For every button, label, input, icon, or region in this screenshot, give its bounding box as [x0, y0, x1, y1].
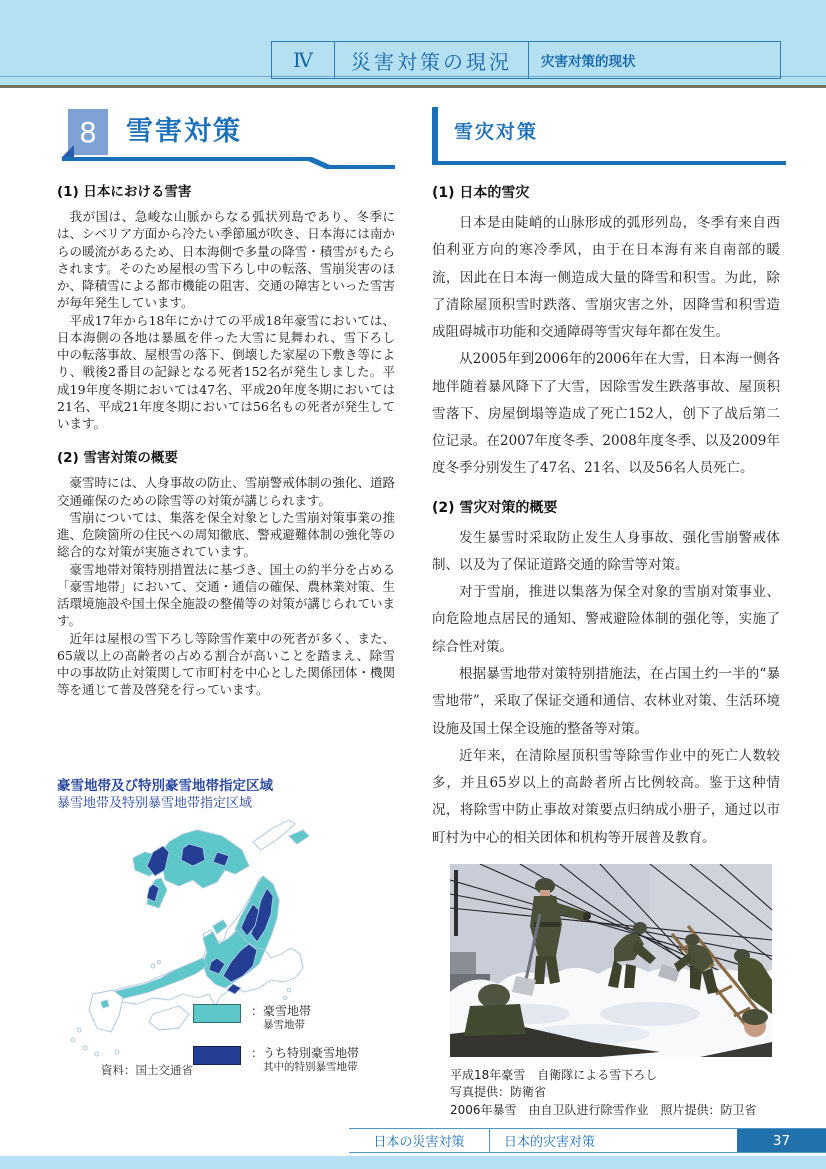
- zh-paragraph-1: 日本是由陡峭的山脉形成的弧形列岛，冬季有来自西伯利亚方向的寒冷季风，由于在日本海有来自南部的暖流，因此在日本海一侧造成大量的降雪和积雪。为此，除了清除屋顶积雪时跌落、雪崩灾害之外，因降雪和积雪造成阻碍城市功能和交通障碍等雪灾每年都在发生。: [432, 215, 780, 341]
- legend-row-special-heavy-snow: [193, 1046, 399, 1074]
- zh-paragraph-6: 近年来，在清除屋顶积雪等除雪作业中的死亡人数较多，并且65岁以上的高龄者所占比例较高。鉴于这种情况，将除雪中防止事故对策要点归纳成小册子，通过以市町村为中心的相关团体和机构等开展普及教育。: [432, 747, 780, 846]
- legend-label-ja: ：うち特別豪雪地帯: [251, 1046, 360, 1061]
- section-title-zh: 雪灾对策: [454, 121, 539, 143]
- jp-heading-1: (1) 日本における雪害: [57, 184, 192, 200]
- legend-swatch-special-heavy-snow: [193, 1046, 241, 1065]
- section-number-box: [68, 109, 108, 155]
- chapter-title-zh: 灾害对策的现状: [541, 54, 636, 70]
- jp-paragraph-1: 我が国は、急峻な山脈からなる弧状列島であり、冬季には、シベリア方面から冷たい季節風が吹き、日本海には南からの暖流があるため、日本海側で多量の降雪・積雪がもたらされます。そのため屋根の雪下ろし中の転落、雪崩災害のほか、降積雪による都市機能の阻害、交通の障害といった雪害が毎年発生しています。: [57, 209, 395, 311]
- footer-strip: [0, 1156, 826, 1169]
- section-title-ja: 雪害対策: [126, 116, 242, 147]
- legend-label-zh: 其中的特别暴雪地带: [263, 1061, 358, 1074]
- footer-bar: [349, 1128, 826, 1153]
- zh-paragraph-3: 发生暴雪时采取防止发生人身事故、强化雪崩警戒体制、以及为了保证道路交通的除雪等对策。: [432, 529, 780, 573]
- jp-paragraph-6: 近年は屋根の雪下ろし等除雪作業中の死者が多く、また、65歳以上の高齢者の占める割合が高いことを踏まえ、除雪中の事故防止対策関して市町村を中心とした関係団体・機関等を通じて普及啓発を行っています。: [57, 630, 395, 698]
- section-header-zh: [432, 107, 786, 165]
- photo-caption-ja: 平成18年豪雪 自衛隊による雪下ろし: [450, 1068, 658, 1082]
- photo-snow-removal: [450, 864, 772, 1057]
- legend-row-heavy-snow: [193, 1004, 399, 1032]
- zh-paragraph-4: 对于雪崩，推进以集落为保全对象的雪崩对策事业、向危险地点居民的通知、警戒避险体制的强化等，实施了综合性对策。: [432, 584, 780, 655]
- section-header-ja: [62, 107, 395, 171]
- olive-rule: [0, 85, 826, 88]
- zh-paragraph-5: 根据暴雪地带对策特别措施法，在占国土约一半的“暴雪地带”，采取了保证交通和通信、农林业对策、生活环境设施及国土保全设施的整备等对策。: [432, 665, 780, 737]
- map-title-ja: 豪雪地帯及び特別豪雪地帯指定区域: [57, 778, 273, 794]
- zh-heading-2: (2) 雪灾对策的概要: [432, 499, 558, 516]
- photo-block: [450, 864, 780, 1119]
- section-underline: [62, 153, 395, 171]
- chapter-number: Ⅳ: [272, 42, 335, 78]
- photo-caption-zh: 2006年暴雪 由自卫队进行除雪作业 照片提供：防卫省: [450, 1102, 757, 1117]
- map-source: 資料：国土交通省: [101, 1063, 193, 1077]
- chinese-column: [432, 174, 780, 852]
- jp-paragraph-4: 雪崩については、集落を保全対象とした雪崩対策事業の推進、危険箇所の住民への周知徹底、警戒避難体制の強化等の総合的な対策が実施されています。: [57, 509, 395, 560]
- zh-paragraph-2: 从2005年到2006年的2006年在大雪，日本海一侧各地伴随着暴风降下了大雪，因除雪发生跌落事故、屋顶积雪落下、房屋倒塌等造成了死亡152人，创下了战后第二位记录。在2007年度冬季、2008年度冬季、以及2009年度冬季分别发生了47名、21名、以及56名人员死亡。: [432, 351, 780, 477]
- snow-zone-map-block: [57, 778, 402, 1088]
- jp-paragraph-3: 豪雪時には、人身事故の防止、雪崩警戒体制の強化、道路交通確保のための除雪等の対策が講じられます。: [57, 475, 395, 508]
- japanese-column: [57, 172, 395, 699]
- photo-caption-credit-ja: 写真提供：防衛省: [450, 1085, 547, 1100]
- jp-heading-2: (2) 雪害対策の概要: [57, 450, 178, 467]
- zh-heading-1: (1) 日本的雪灾: [432, 185, 530, 201]
- legend-swatch-heavy-snow: [193, 1004, 241, 1023]
- map-title-zh: 暴雪地带及特别暴雪地带指定区域: [57, 795, 253, 811]
- footer-title-zh: 日本的灾害对策: [504, 1135, 596, 1150]
- footer-title-ja: 日本の災害対策: [373, 1135, 465, 1150]
- legend-label-ja: ：豪雪地帯: [251, 1004, 312, 1018]
- legend-label-zh: 暴雪地带: [263, 1019, 305, 1031]
- jp-paragraph-5: 豪雪地帯対策特別措置法に基づき、国土の約半分を占める「豪雪地帯」において、交通・通信の確保、農林業対策、生活環境施設や国土保全施設の整備等の対策が講じられています。: [57, 561, 395, 629]
- section-number: 8: [79, 115, 97, 149]
- chapter-title-ja: 災害対策の現況: [351, 49, 512, 74]
- page-number: 37: [737, 1129, 826, 1152]
- jp-paragraph-2: 平成17年から18年にかけての平成18年豪雪においては、日本海側の各地は暴風を伴った大雪に見舞われ、雪下ろし中の転落事故、屋根雪の落下、倒壊した家屋の下敷き等により、戦後2番目の記録となる死者152名が発生しました。平成19年度冬期においては47名、平成20年度冬期においては21名、平成21年度冬期においては56名もの死者が発生しています。: [57, 312, 395, 431]
- map-legend: [193, 1004, 399, 1088]
- chapter-header: [271, 41, 781, 79]
